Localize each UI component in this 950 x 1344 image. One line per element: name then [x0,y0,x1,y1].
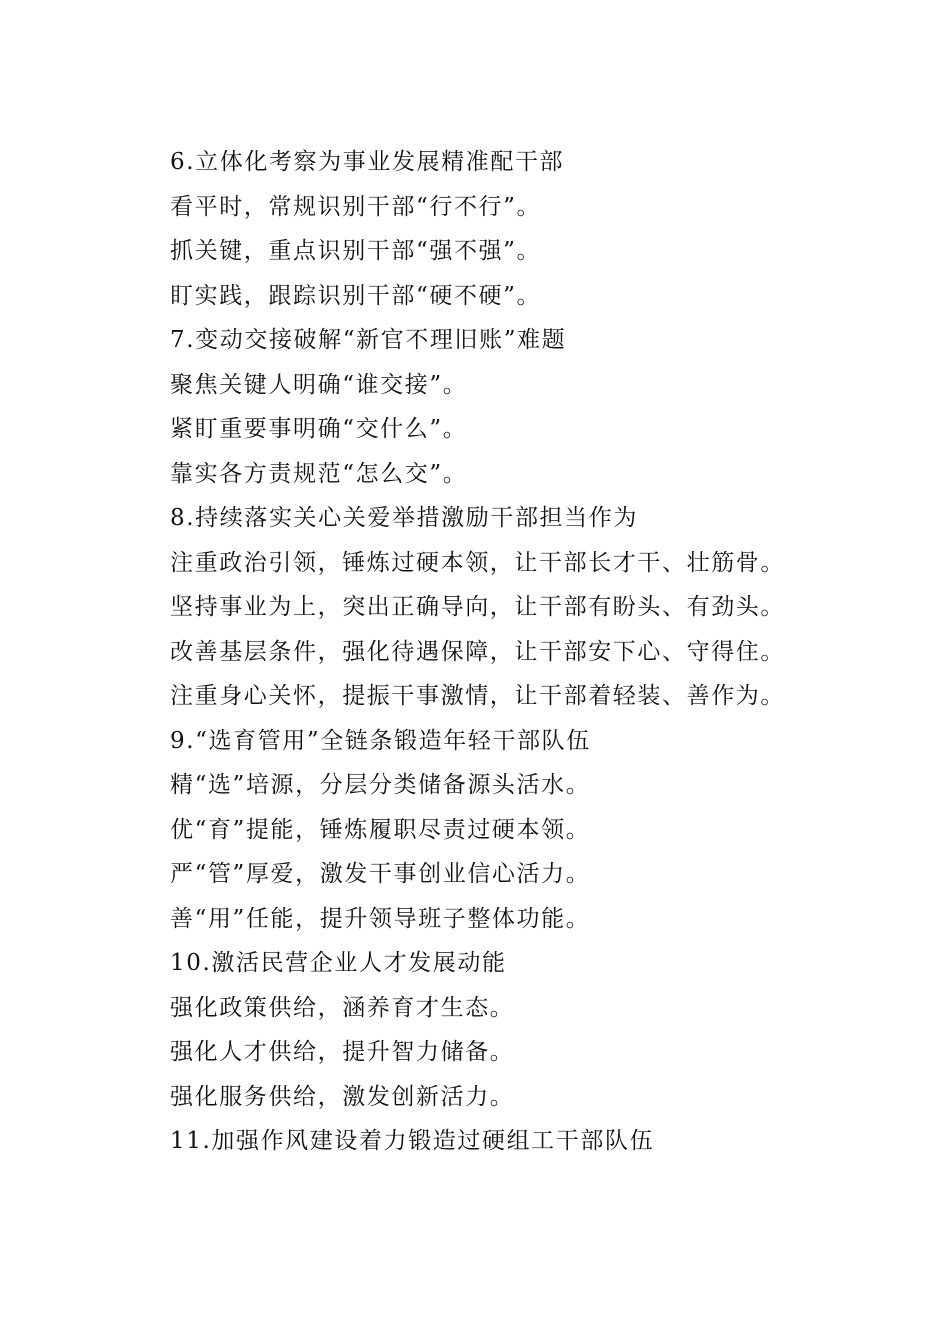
text-line: 紧盯重要事明确“交什么”。 [170,416,468,442]
text-line: 强化人才供给，提升智力储备。 [170,1039,515,1065]
section-heading-7: 7.变动交接破解“新官不理旧账”难题 [170,327,567,353]
text-line: 强化服务供给，激发创新活力。 [170,1083,515,1110]
text-line: 靠实各方责规范“怎么交”。 [170,460,468,487]
text-line: 聚焦关键人明确“谁交接”。 [170,371,468,398]
section-heading-11: 11.加强作风建设着力锻造过硬组工干部队伍 [170,1128,655,1154]
text-line: 善“用”任能，提升领导班子整体功能。 [170,905,591,932]
section-heading-6: 6.立体化考察为事业发展精准配干部 [170,149,565,175]
text-line: 精“选”培源，分层分类储备源头活水。 [170,772,591,798]
text-line: 严“管”厚爱，激发干事创业信心活力。 [170,861,591,887]
text-line: 看平时，常规识别干部“行不行”。 [170,193,542,220]
text-line: 坚持事业为上，突出正确导向，让干部有盼头、有劲头。 [170,594,785,620]
section-heading-9: 9.“选育管用”全链条锻造年轻干部队伍 [170,727,591,754]
text-line: 抓关键，重点识别干部“强不强”。 [170,238,542,264]
section-heading-10: 10.激活民营企业人才发展动能 [170,950,507,976]
text-line: 注重身心关怀，提振干事激情，让干部着轻装、善作为。 [170,683,785,709]
text-line: 强化政策供给，涵养育才生态。 [170,994,515,1021]
document-body [170,140,930,1164]
text-line: 盯实践，跟踪识别干部“硬不硬”。 [170,282,542,309]
text-line: 改善基层条件，强化待遇保障，让干部安下心、守得住。 [170,638,785,665]
text-line: 优“育”提能，锤炼履职尽责过硬本领。 [170,816,591,843]
text-line: 注重政治引领，锤炼过硬本领，让干部长才干、壮筋骨。 [170,549,785,576]
section-heading-8: 8.持续落实关心关爱举措激励干部担当作为 [170,505,638,531]
